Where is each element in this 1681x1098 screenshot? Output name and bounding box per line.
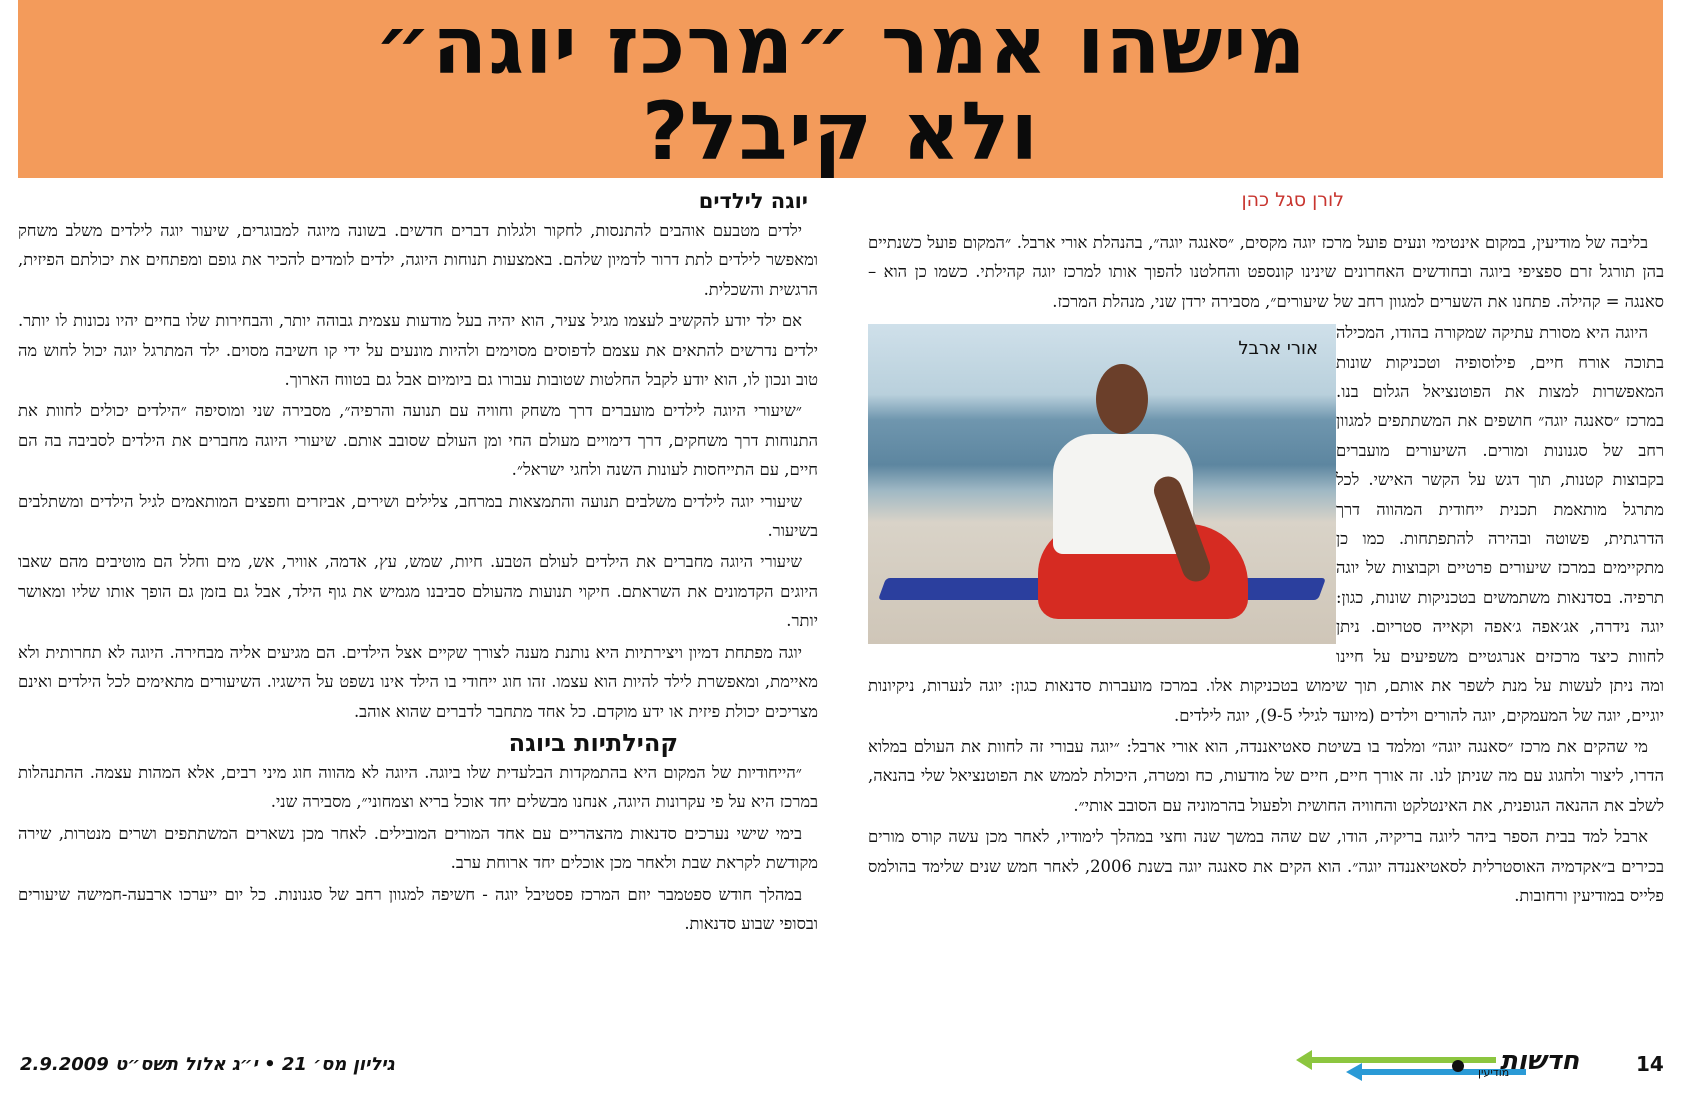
article-right-column: [868, 186, 1664, 912]
paragraph: ״שיעורי היוגה לילדים מועברים דרך משחק וחוויה עם תנועה והרפיה״, מסבירה שני ומוסיפה ״הילדים יכולים לחוות את התנוחות דרך משחקים, דרך דימויים מעולם החי ומן העולם שסובב אותם. שיעורי היוגה מחברים את הילדים לסביבה בה הם חיים, עם התייחסות לעונות השנה ולחגי ישראל״.: [18, 401, 818, 480]
paragraph: ״הייחודיות של המקום היא בהתמקדות הבלעדית שלו ביוגה. היוגה לא מהווה חוג מיני רבים, אלא המהות עצמה. ההתנהלות במרכז היא על פי עקרונות היוגה, אנחנו מבשלים יחד אוכל בריא וצמחוני״, מסבירה שני.: [18, 762, 818, 812]
paragraph: מי שהקים את מרכז ״סאנגה יוגה״ ומלמד בו בשיטת סאטיאננדה, הוא אורי ארבל: ״יוגה עבורי זה לחוות את העולם במלוא הדרו, ליצור ולחגוג עם מה שניתן לנו. זה אורך חיים, חיים של מודעות, כח ומטרה, היכולת לממש את הפוטנציאל שלי בהנאה, לשלב את ההנאה הגופנית, את האינטלקט והחוויה החושית ולפעול בהרמוניה עם הסובב אותי״.: [868, 736, 1664, 815]
paragraph: יוגה מפתחת דמיון ויצירתיות היא נותנת מענה לצורך שקיים אצל הילדים. הם מגיעים אליה מבחירה. היוגה לא תחרותית ולא מאיימת, ומאפשרת לילד להיות הוא עצמו. זהו חוג ייחודי בו הילד אינו נשפט על הישגיו. השיעורים מתאימים לכל הילדים ואינם מצריכים יכולת פיזית או ידע מוקדם. כל אחד מתחבר לדברים שהוא אוהב.: [18, 642, 818, 721]
paragraph: היוגה היא מסורת עתיקה שמקורה בהודו, המכילה בתוכה אורח חיים, פילוסופיה וטכניקות שונות המאפשרות למצות את הפוטנציאל הגלום בנו. במרכז ״סאנגה יוגה״ חושפים את המשתתפים למגוון רחב של סגנונות ומורים. השיעורים מועברים בקבוצות קטנות, תוך דגש על הקשר האישי. לכל מתרגל מותאמת תכנית ייחודית המהווה דרך הדרגתית, פשוטה ובהירה להתפתחות. כמו כן מתקיימים במרכז שיעורים פרטיים וקבוצות של יוגה תרפיה. בסדנאות משתמשים בטכניקות שונות, כגון: יוגה נידרה, אג׳אפה ג׳אפה וקאייה סטריום. ניתן לחוות כיצד מרכזים אנרגטיים משפיעים על חיינו ומה ניתן לעשות על מנת לשפר את אותם, תוך שימוש בטכניקות אלו. במרכז מועברות סדנאות כגון: יוגה לנערות, ניקיונות יוגיים, יוגה של המעמקים, יוגה להורים וילדים (מיועד לגילי 9-5), יוגה לילדים.: [868, 323, 1664, 725]
byline: לורן סגל כהן: [1241, 189, 1344, 211]
paragraph: בימי שישי נערכים סדנאות מהצהריים עם אחד המורים המובילים. לאחר מכן נשארים המשתתפים ושרים מנטרות, שירה מקודשת לקראת שבת ולאחר מכן אוכלים יחד ארוחת ערב.: [18, 823, 818, 873]
headline-banner: [18, 0, 1663, 178]
article-photo: [868, 324, 1336, 644]
section-title-kids-yoga: יוגה לילדים: [698, 189, 808, 213]
page-number: 14: [1636, 1052, 1664, 1076]
paragraph: שיעורי יוגה לילדים משלבים תנועה והתמצאות במרחב, צלילים ושירים, אביזרים וחפצים המותאמים לגיל הילדים ומשתלבים בשיעור.: [18, 491, 818, 541]
paragraph: במהלך חודש ספטמבר יוזם המרכז פסטיבל יוגה - חשיפה למגוון רחב של סגנונות. כל יום ייערכו ארבעה-חמישה שיעורים ובסופי שבוע סדנאות.: [18, 884, 818, 933]
article-left-column: [18, 186, 818, 940]
paragraph: בליבה של מודיעין, במקום אינטימי ונעים פועל מרכז יוגה מקסים, ״סאנגה יוגה״, בהנהלת אורי ארבל. ״המקום פועל כשנתיים בהן תורגל זרם ספציפי ביוגה ובחודשים האחרונים שינינו קונספט והחלטנו להפוך אותו למרכז יוגה קהילתי. כשמו כן הוא – סאנגה = קהילה. פתחנו את השערים למגוון רחב של שיעורים״, מסבירה ירדן שני, מנהלת המרכז.: [868, 233, 1664, 311]
issue-info: גיליון מס׳ 21 • י״ג אלול תשס״ט 2.9.2009: [20, 1054, 395, 1075]
logo-subtitle: מודיעין: [1478, 1066, 1510, 1079]
photo-caption: אורי ארבל: [1238, 338, 1318, 360]
page-footer: [0, 1046, 1681, 1086]
headline-line-2: ולא קיבל?: [642, 85, 1040, 178]
headline-line-1: מישהו אמר ״מרכז יוגה״: [374, 0, 1307, 92]
paragraph: אם ילד יודע להקשיב לעצמו מגיל צעיר, הוא יהיה בעל מודעות עצמית גבוהה יותר, והבחירות שלו בחיים יהיו נכונות לו יותר. ילדים נדרשים להתאים את עצמם לדפוסים מסוימים ולהיות מונעים על ידי קו חשיבה מסוים. ילד המתרגל יוגה יכול לחוש מה טוב ונכון לו, הוא יודע לקבל החלטות שטובות עבורו גם ביומיום אבל גם בטווח הארוך.: [18, 311, 818, 390]
publication-logo: חדשות: [1500, 1046, 1580, 1076]
figure-head-shape: [1096, 364, 1148, 434]
paragraph: ארבל למד בבית הספר ביהר ליוגה בריקיה, הודו, שם שהה במשך שנה וחצי במהלך לימודיו, לאחר מכן עשה קורס מורים בכירים ב״אקדמיה האוסטרלית לסאטיאננדה יוגה״. הוא הקים את סאנגה יוגה בשנת 2006, לאחר חמש שנים שלימד בהולמס פלייס במודיעין ורחובות.: [868, 827, 1664, 905]
paragraph: שיעורי היוגה מחברים את הילדים לעולם הטבע. חיות, שמש, עץ, אדמה, אוויר, אש, מים וחלל הם מוטיבים מהם שאבו היוגים הקדמונים את השראתם. חיקוי תנועות מהעולם סביבנו מגמיש את גוף הילד, אבל גם בזמן גם הופך אותו שליו ומאושר יותר.: [18, 552, 818, 631]
paragraph: ילדים מטבעם אוהבים להתנסות, לחקור ולגלות דברים חדשים. בשונה מיוגה למבוגרים, שיעור יוגה לילדים משלב משחק ומאפשר לילדים לתת דרור לדמיון שלהם. באמצעות תנוחות היוגה, ילדים לומדים להכיר את גופם ומפתחים את יכולתם הפיזית, הרגשית והשכלית.: [18, 221, 818, 299]
section-title-community-yoga: קהילתיות ביוגה: [508, 728, 678, 757]
